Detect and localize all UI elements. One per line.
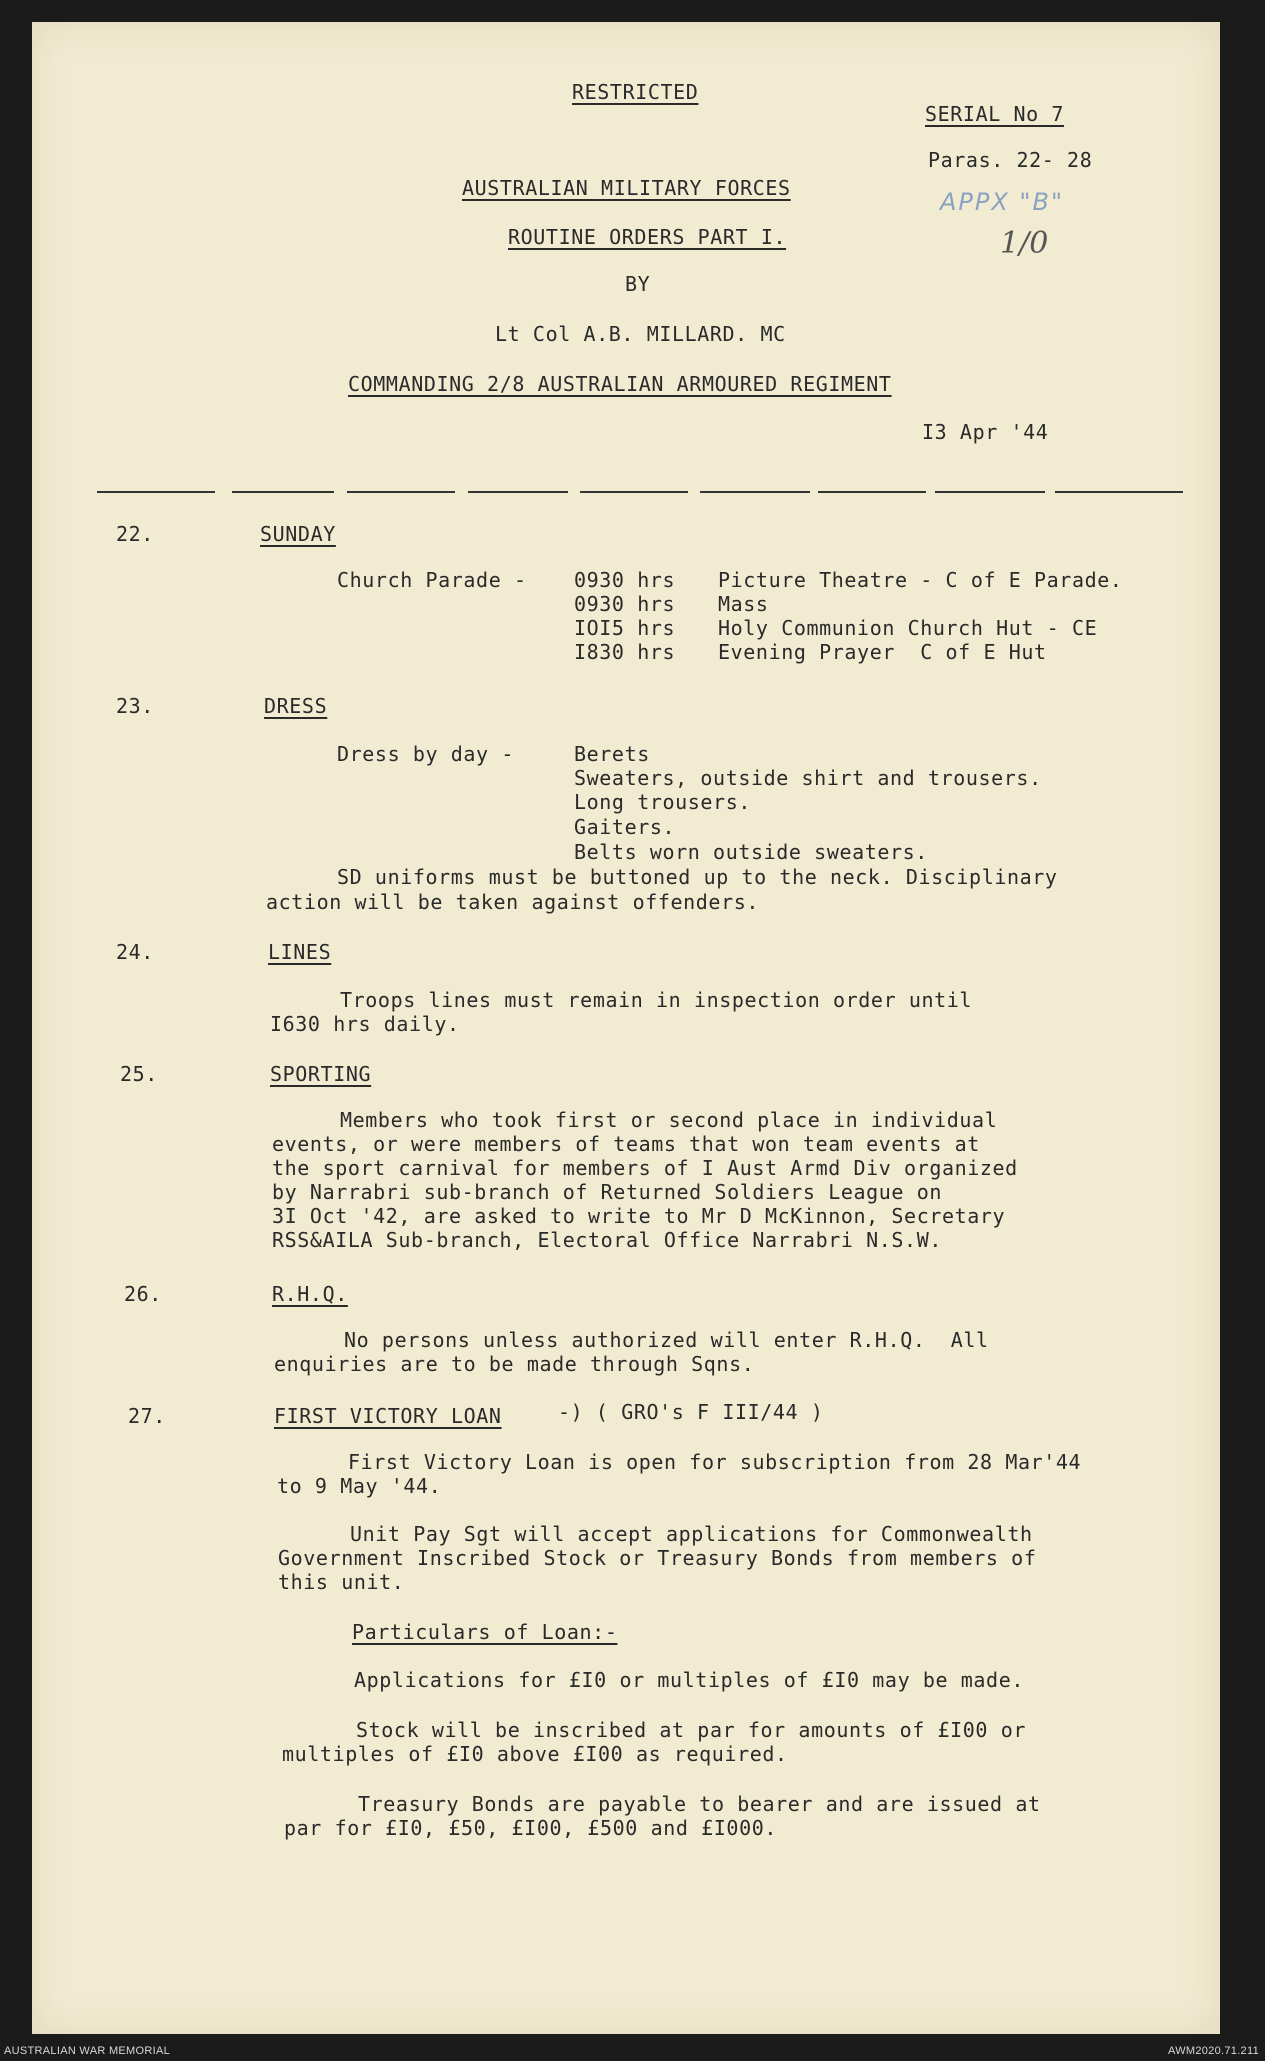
order-date: I3 Apr '44 <box>922 420 1049 444</box>
command-heading: COMMANDING 2/8 AUSTRALIAN ARMOURED REGIMENT <box>348 372 892 396</box>
section-reference: -) ( GRO's F III/44 ) <box>558 1400 824 1424</box>
dress-note: action will be taken against offenders. <box>266 890 759 914</box>
forces-heading: AUSTRALIAN MILITARY FORCES <box>462 176 791 200</box>
footer-accession: AWM2020.71.211 <box>1167 2045 1259 2057</box>
divider-segment <box>468 491 568 493</box>
section-title: R.H.Q. <box>272 1282 348 1306</box>
body-text: Treasury Bonds are payable to bearer and are issued at <box>358 1792 1041 1816</box>
schedule-time: IOI5 hrs <box>574 616 676 640</box>
schedule-desc: Holy Communion Church Hut - CE <box>718 616 1098 640</box>
section-number: 24. <box>116 940 154 964</box>
body-text: par for £I0, £50, £I00, £500 and £I000. <box>284 1816 777 1840</box>
body-text: I630 hrs daily. <box>270 1012 460 1036</box>
divider-segment <box>818 491 926 493</box>
paras-range: Paras. 22- 28 <box>928 148 1093 172</box>
body-text: Applications for £I0 or multiples of £I0 may be made. <box>354 1668 1024 1692</box>
schedule-time: 0930 hrs <box>574 592 676 616</box>
body-text: by Narrabri sub-branch of Returned Soldiers League on <box>272 1180 942 1204</box>
body-text: No persons unless authorized will enter R.H.Q. All <box>344 1328 989 1352</box>
particulars-heading: Particulars of Loan:- <box>352 1620 618 1644</box>
section-number: 25. <box>120 1062 158 1086</box>
section-title: LINES <box>268 940 332 964</box>
handwritten-annotation: APPX "B" <box>940 188 1064 216</box>
footer-source: AUSTRALIAN WAR MEMORIAL <box>4 2045 171 2057</box>
section-title: SPORTING <box>270 1062 372 1086</box>
divider-segment <box>580 491 688 493</box>
divider-segment <box>347 491 455 493</box>
dress-item: Long trousers. <box>574 790 751 814</box>
section-title: SUNDAY <box>260 522 336 546</box>
body-text: 3I Oct '42, are asked to write to Mr D McKinnon, Secretary <box>272 1204 1006 1228</box>
serial-number: SERIAL No 7 <box>925 102 1065 126</box>
body-text: Troops lines must remain in inspection order until <box>340 988 973 1012</box>
body-text: Members who took first or second place in individual <box>340 1108 998 1132</box>
divider-segment <box>232 491 334 493</box>
dress-item: Berets <box>574 742 650 766</box>
church-parade-label: Church Parade - <box>337 568 527 592</box>
body-text: First Victory Loan is open for subscription from 28 Mar'44 <box>348 1450 1082 1474</box>
divider-segment <box>97 491 215 493</box>
orders-heading: ROUTINE ORDERS PART I. <box>508 225 787 249</box>
body-text: events, or were members of teams that won team events at <box>272 1132 980 1156</box>
body-text: enquiries are to be made through Sqns. <box>274 1352 755 1376</box>
divider-segment <box>700 491 810 493</box>
body-text: Unit Pay Sgt will accept applications for Commonwealth <box>350 1522 1033 1546</box>
dress-item: Sweaters, outside shirt and trousers. <box>574 766 1042 790</box>
schedule-desc: Evening Prayer C of E Hut <box>718 640 1047 664</box>
divider-segment <box>935 491 1045 493</box>
body-text: this unit. <box>278 1570 405 1594</box>
body-text: RSS&AILA Sub-branch, Electoral Office Narrabri N.S.W. <box>272 1228 942 1252</box>
section-number: 22. <box>116 522 154 546</box>
divider-segment <box>1055 491 1183 493</box>
section-title: DRESS <box>264 694 328 718</box>
dress-item: Belts worn outside sweaters. <box>574 840 928 864</box>
by-line: BY <box>625 272 651 296</box>
section-title: FIRST VICTORY LOAN <box>274 1404 502 1428</box>
classification-heading: RESTRICTED <box>572 80 699 104</box>
schedule-time: I830 hrs <box>574 640 676 664</box>
schedule-desc: Mass <box>718 592 769 616</box>
section-number: 26. <box>124 1282 162 1306</box>
dress-item: Gaiters. <box>574 815 676 839</box>
schedule-time: 0930 hrs <box>574 568 676 592</box>
officer-name: Lt Col A.B. MILLARD. MC <box>495 322 786 346</box>
section-number: 23. <box>116 694 154 718</box>
body-text: to 9 May '44. <box>277 1474 442 1498</box>
schedule-desc: Picture Theatre - C of E Parade. <box>718 568 1123 592</box>
handwritten-annotation-2: 1/0 <box>1000 226 1049 261</box>
dress-note: SD uniforms must be buttoned up to the neck. Disciplinary <box>337 865 1058 889</box>
body-text: Stock will be inscribed at par for amounts of £I00 or <box>356 1718 1026 1742</box>
body-text: Government Inscribed Stock or Treasury Bonds from members of <box>278 1546 1037 1570</box>
body-text: the sport carnival for members of I Aust Armd Div organized <box>272 1156 1018 1180</box>
dress-label: Dress by day - <box>337 742 514 766</box>
body-text: multiples of £I0 above £I00 as required. <box>282 1742 788 1766</box>
section-number: 27. <box>128 1404 166 1428</box>
